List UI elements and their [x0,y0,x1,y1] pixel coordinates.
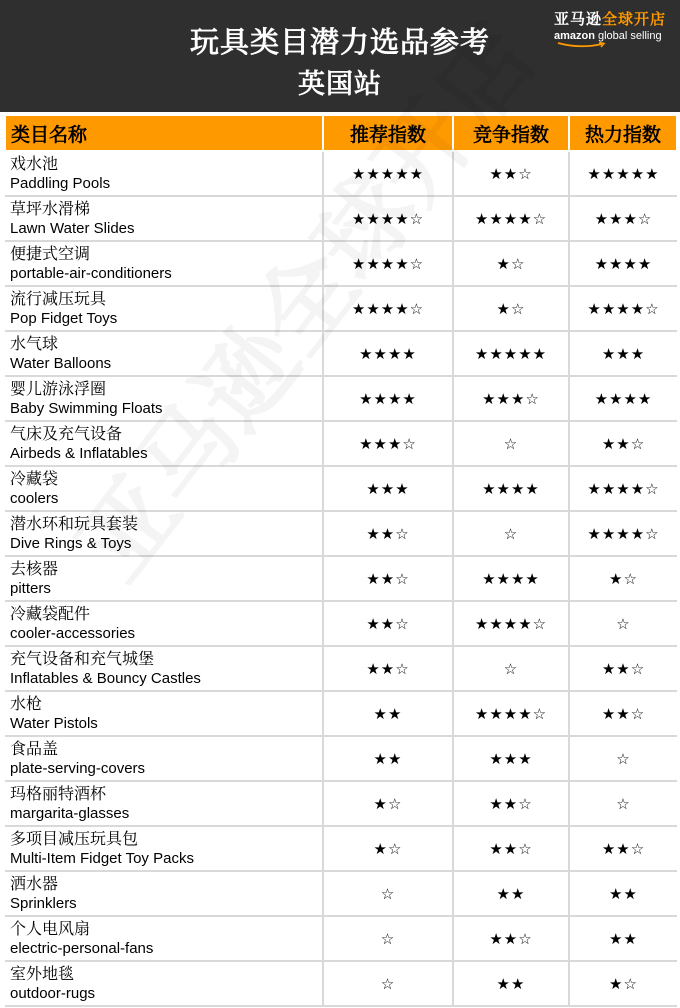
heat-rating: ★★☆ [569,826,677,871]
recommend-rating: ★★★★☆ [323,286,453,331]
table-row [5,826,677,871]
table-row [5,556,677,601]
category-name-zh: 食品盖 [10,738,59,758]
category-name-en: outdoor-rugs [10,984,96,1002]
heat-rating: ★★★★ [569,376,677,421]
competition-rating: ★★☆ [453,916,569,961]
table-header-row [5,115,677,151]
heat-rating: ★☆ [569,556,677,601]
heat-rating: ★★★★☆ [569,286,677,331]
category-name-en: plate-serving-covers [10,759,146,777]
competition-rating: ★★ [453,961,569,1006]
table-body [5,151,677,1006]
recommend-rating: ☆ [323,961,453,1006]
competition-rating: ★★☆ [453,781,569,826]
category-name-zh: 多项目减压玩具包 [10,828,139,848]
recommend-rating: ★★☆ [323,511,453,556]
category-name-en: coolers [10,489,59,507]
category-name-en: Pop Fidget Toys [10,309,118,327]
logo-en-rest: global selling [594,30,662,42]
category-name-en: pitters [10,579,51,597]
header-banner [0,0,680,112]
category-cell [5,646,323,691]
logo-cn-white: 亚马逊 [553,10,602,28]
competition-rating: ★★★☆ [453,376,569,421]
category-cell [5,511,323,556]
recommend-rating: ★★★★☆ [323,196,453,241]
recommend-rating: ★☆ [323,826,453,871]
recommend-rating: ☆ [323,871,453,916]
category-cell [5,196,323,241]
competition-rating: ★☆ [453,241,569,286]
recommend-rating: ★☆ [323,781,453,826]
recommend-rating: ★★★☆ [323,421,453,466]
category-cell [5,826,323,871]
amazon-smile-icon [556,42,608,48]
competition-rating: ★☆ [453,286,569,331]
category-name-zh: 去核器 [10,558,59,578]
logo-cn-orange: 全球开店 [601,10,666,28]
heat-rating: ★★★★★ [569,151,677,196]
heat-rating: ☆ [569,601,677,646]
heat-rating: ★★☆ [569,646,677,691]
recommend-rating: ★★★★ [323,331,453,376]
category-name-zh: 个人电风扇 [10,918,91,938]
category-name-en: Dive Rings & Toys [10,534,132,552]
heat-rating: ★★ [569,916,677,961]
heat-rating: ★★★★☆ [569,466,677,511]
column-header-heat: 热力指数 [569,115,677,151]
category-cell [5,241,323,286]
competition-rating: ☆ [453,421,569,466]
category-name-en: Sprinklers [10,894,77,912]
table-row [5,286,677,331]
category-name-en: Multi-Item Fidget Toy Packs [10,849,194,867]
table-row [5,151,677,196]
table-row [5,466,677,511]
competition-rating: ★★★★ [453,466,569,511]
category-cell [5,466,323,511]
recommend-rating: ★★★ [323,466,453,511]
category-cell [5,286,323,331]
category-name-zh: 潜水环和玩具套装 [10,513,139,533]
category-name-zh: 洒水器 [10,873,59,893]
category-name-zh: 便捷式空调 [10,243,91,263]
category-cell [5,691,323,736]
heat-rating: ★★★☆ [569,196,677,241]
table-row [5,421,677,466]
competition-rating: ★★ [453,871,569,916]
category-cell [5,151,323,196]
table-row [5,781,677,826]
category-name-en: Inflatables & Bouncy Castles [10,669,201,687]
heat-rating: ★★ [569,871,677,916]
amazon-global-selling-logo [554,8,666,48]
heat-rating: ★★☆ [569,421,677,466]
heat-rating: ☆ [569,781,677,826]
category-cell [5,961,323,1006]
category-cell [5,781,323,826]
recommend-rating: ★★☆ [323,646,453,691]
category-name-zh: 草坪水滑梯 [10,198,91,218]
category-name-en: Water Pistols [10,714,98,732]
category-cell [5,376,323,421]
recommend-rating: ★★★★ [323,376,453,421]
recommend-rating: ★★★★★ [323,151,453,196]
table-row [5,871,677,916]
category-name-en: electric-personal-fans [10,939,154,957]
column-header-recommend: 推荐指数 [323,115,453,151]
competition-rating: ★★★★ [453,556,569,601]
category-name-en: portable-air-conditioners [10,264,172,282]
category-cell [5,601,323,646]
page-subtitle: 英国站 [298,69,382,100]
category-name-en: cooler-accessories [10,624,136,642]
table-row [5,511,677,556]
competition-rating: ★★☆ [453,151,569,196]
heat-rating: ☆ [569,736,677,781]
heat-rating: ★★★ [569,331,677,376]
table-row [5,736,677,781]
table-row [5,646,677,691]
category-name-zh: 流行减压玩具 [10,288,107,308]
category-name-zh: 婴儿游泳浮圈 [10,378,107,398]
logo-cn-text [554,8,666,29]
table-row [5,331,677,376]
category-name-zh: 戏水池 [10,153,59,173]
competition-rating: ★★★ [453,736,569,781]
heat-rating: ★☆ [569,961,677,1006]
competition-rating: ★★★★☆ [453,196,569,241]
recommend-rating: ★★ [323,736,453,781]
table-row [5,961,677,1006]
table-row [5,691,677,736]
category-name-zh: 冷藏袋 [10,468,59,488]
category-cell [5,736,323,781]
recommend-rating: ★★★★☆ [323,241,453,286]
table-row [5,376,677,421]
category-cell [5,331,323,376]
table-row [5,241,677,286]
table-row [5,916,677,961]
competition-rating: ★★★★☆ [453,691,569,736]
category-name-en: Water Balloons [10,354,112,372]
recommend-rating: ★★☆ [323,556,453,601]
logo-en-text [554,30,666,42]
competition-rating: ☆ [453,646,569,691]
competition-rating: ☆ [453,511,569,556]
category-name-en: Lawn Water Slides [10,219,135,237]
category-name-zh: 冷藏袋配件 [10,603,91,623]
category-table [4,114,678,1007]
category-name-en: Airbeds & Inflatables [10,444,148,462]
category-name-zh: 玛格丽特酒杯 [10,783,107,803]
logo-en-bold: amazon [553,30,595,42]
category-name-zh: 气床及充气设备 [10,423,123,443]
heat-rating: ★★☆ [569,691,677,736]
table-row [5,196,677,241]
recommend-rating: ★★ [323,691,453,736]
heat-rating: ★★★★☆ [569,511,677,556]
column-header-category: 类目名称 [5,115,323,151]
category-cell [5,871,323,916]
category-name-zh: 水枪 [10,693,43,713]
page-title: 玩具类目潜力选品参考 [189,25,490,59]
recommend-rating: ☆ [323,916,453,961]
category-name-en: Paddling Pools [10,174,111,192]
category-name-zh: 充气设备和充气城堡 [10,648,155,668]
category-cell [5,556,323,601]
competition-rating: ★★★★★ [453,331,569,376]
category-name-zh: 水气球 [10,333,59,353]
heat-rating: ★★★★ [569,241,677,286]
competition-rating: ★★☆ [453,826,569,871]
category-name-en: margarita-glasses [10,804,130,822]
table-row [5,601,677,646]
column-header-competition: 竞争指数 [453,115,569,151]
category-name-en: Baby Swimming Floats [10,399,163,417]
recommend-rating: ★★☆ [323,601,453,646]
category-cell [5,421,323,466]
competition-rating: ★★★★☆ [453,601,569,646]
category-name-zh: 室外地毯 [10,963,75,983]
category-cell [5,916,323,961]
